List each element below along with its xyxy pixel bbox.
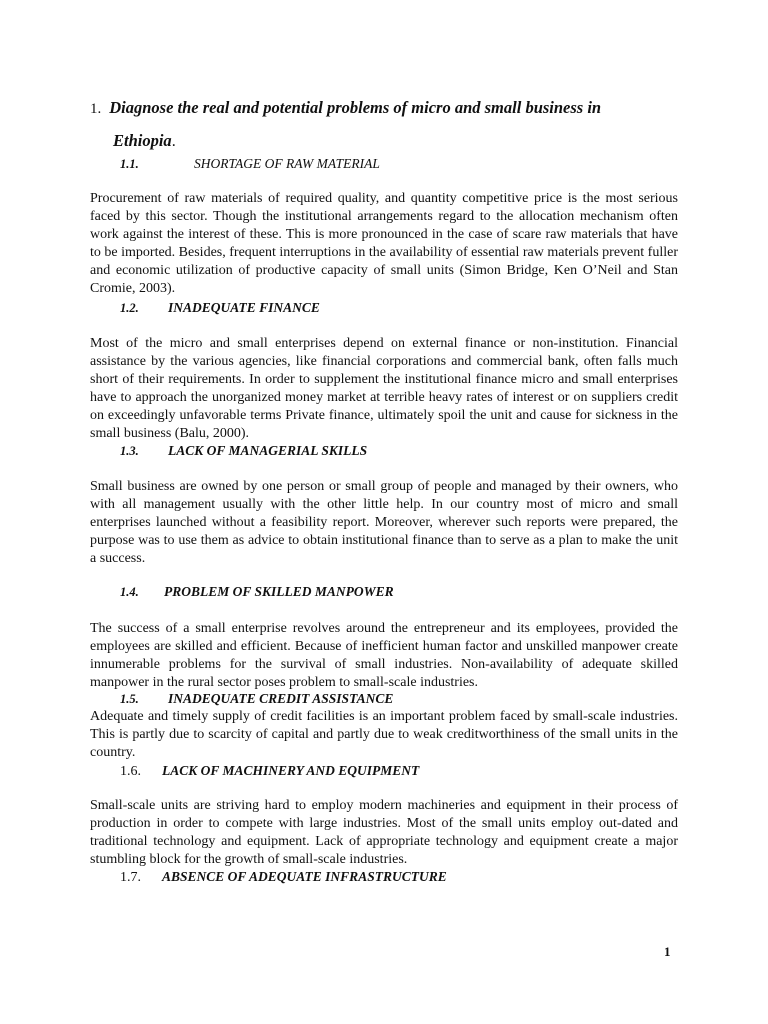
section-number: 1.1.: [120, 157, 139, 171]
section-body-1-5: Adequate and timely supply of credit facilities is an important problem faced by small-scale industries. This is partly due to scarcity of capital and partly due to weak creditworthiness of the small units in the country.: [90, 709, 678, 760]
section-number: 1.3.: [120, 444, 139, 458]
section-heading-1-3: [120, 442, 367, 461]
section-heading-1-6: [120, 762, 419, 781]
section-heading-1-4: [120, 583, 394, 602]
section-number: 1.4.: [120, 585, 139, 599]
section-body-1-6: Small-scale units are striving hard to employ modern machineries and equipment in their process of production in order to compete with large industries. Most of the small units employ out-dated and traditional technology and equipment. Lack of appropriate technology and equipment create a major stumbling block for the growth of small-scale industries.: [90, 798, 678, 867]
section-body-1-1: Procurement of raw materials of required quality, and quantity competitive price is the most serious faced by this sector. Though the institutional arrangements regard to the allocation mechanism often work against the interest of these. This is more pronounced in the case of scare raw materials that have to be imported. Besides, frequent interruptions in the availability of essential raw materials prevent fuller and economic utilization of productive capacity of small units (Simon Bridge, Ken O’Neil and Stan Cromie, 2003).: [90, 191, 678, 296]
section-title: INADEQUATE CREDIT ASSISTANCE: [168, 691, 394, 706]
heading-title-line1: Diagnose the real and potential problems of micro and small business in: [109, 98, 602, 117]
section-body-1-4: The success of a small enterprise revolves around the entrepreneur and its employees, provided the employees are skilled and efficient. Because of inefficient human factor and unskilled manpower create innumerable problems for the survival of small industries. Non-availability of adequate skilled manpower in the rural sector poses problem to small-scale industries.: [90, 621, 678, 690]
section-heading-1-2: [120, 299, 320, 318]
section-number: 1.7.: [120, 870, 141, 885]
section-body-1-3: Small business are owned by one person or small group of people and managed by their owners, who with all management usually with the other little help. In our country most of micro and small enterprises launched without a feasibility report. Moreover, wherever such reports were prepared, the purpose was to use them as advice to obtain institutional finance than to serve as a plan to make the unit a success.: [90, 479, 678, 566]
section-title: LACK OF MANAGERIAL SKILLS: [168, 443, 368, 458]
heading-title-period: .: [171, 133, 176, 150]
section-body-1-2: Most of the micro and small enterprises depend on external finance or non-institution. Financial assistance by the various agencies, like financial corporations and commercial bank, often falls much short of their requirements. In order to supplement the institutional finance micro and small enterprises have to approach the unorganized money market at terrible heavy rates of interest or on suppliers credit on exceedingly unfavorable terms Private finance, ultimately spoil the unit and cause for sickness in the small business (Balu, 2000).: [90, 336, 678, 441]
section-title: PROBLEM OF SKILLED MANPOWER: [164, 584, 394, 599]
section-title: LACK OF MACHINERY AND EQUIPMENT: [162, 763, 420, 778]
section-number: 1.5.: [120, 692, 139, 706]
section-title: SHORTAGE OF RAW MATERIAL: [194, 156, 380, 171]
section-heading-1-5: [120, 690, 393, 709]
page-number: 1: [664, 944, 671, 959]
section-heading-1-1: [120, 155, 380, 174]
heading-number: 1.: [90, 101, 102, 117]
section-title: ABSENCE OF ADEQUATE INFRASTRUCTURE: [162, 869, 447, 884]
section-number: 1.6.: [120, 764, 141, 779]
main-heading: [90, 92, 690, 157]
section-heading-1-7: [120, 868, 447, 887]
heading-title-line2: Ethiopia: [113, 131, 172, 150]
section-title: INADEQUATE FINANCE: [168, 300, 320, 315]
section-number: 1.2.: [120, 301, 139, 315]
